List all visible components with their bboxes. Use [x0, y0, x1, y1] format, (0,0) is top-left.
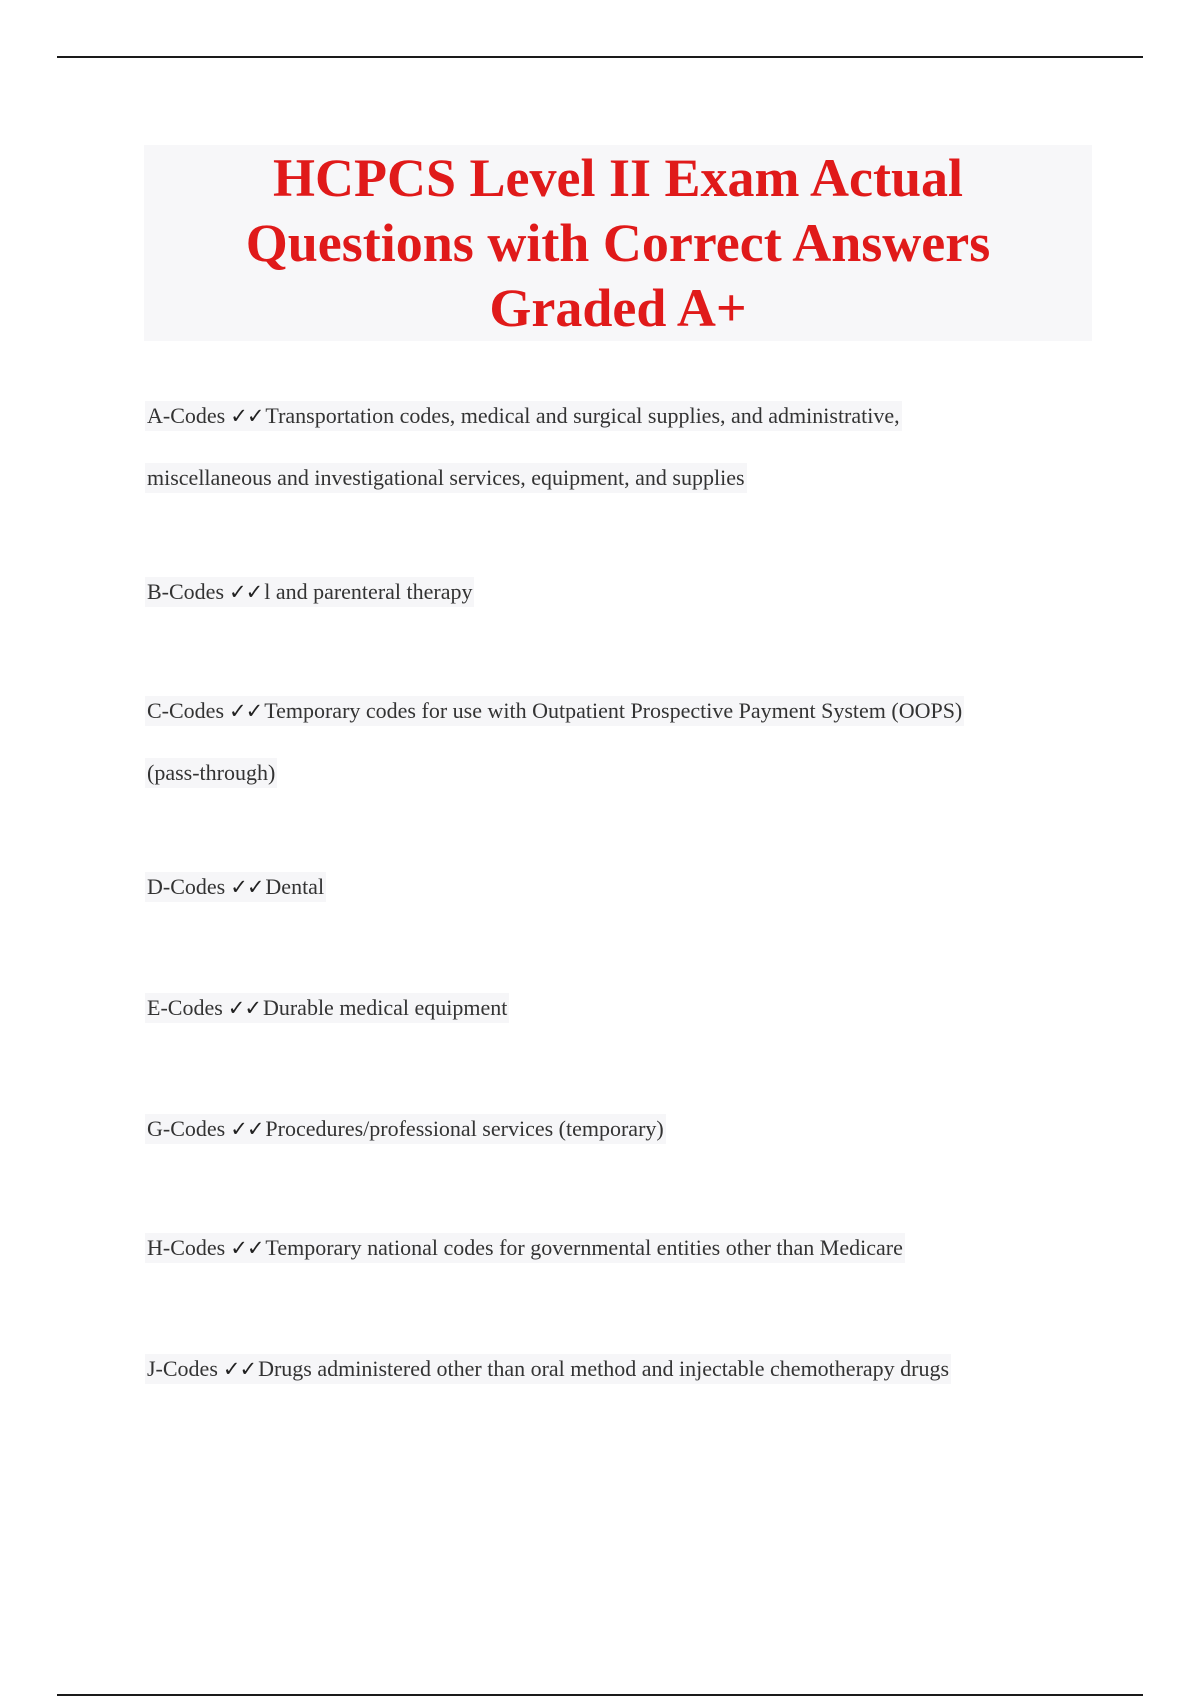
double-check-icon: ✓✓	[229, 699, 263, 723]
title-banner	[144, 145, 1092, 341]
qa-answer: Transportation codes, medical and surgical supplies, and administrative,	[265, 403, 900, 428]
qa-line	[145, 1114, 666, 1144]
title-line-2: Questions with Correct Answers	[245, 212, 991, 273]
qa-item-h-codes	[145, 1217, 1105, 1279]
qa-item-j-codes	[145, 1338, 1105, 1400]
qa-term: A-Codes	[147, 403, 226, 428]
qa-item-a-codes	[145, 385, 1105, 509]
qa-answer: Dental	[265, 874, 325, 899]
bottom-rule	[57, 1694, 1143, 1696]
qa-term: J-Codes	[147, 1356, 218, 1381]
double-check-icon: ✓✓	[230, 875, 264, 899]
qa-term: G-Codes	[147, 1116, 226, 1141]
double-check-icon: ✓✓	[229, 580, 263, 604]
top-rule	[57, 56, 1143, 58]
qa-answer-continued: miscellaneous and investigational services, equipment, and supplies	[147, 465, 745, 490]
qa-line	[145, 463, 747, 493]
qa-answer: l and parenteral therapy	[264, 579, 473, 604]
qa-answer: Durable medical equipment	[262, 995, 508, 1020]
qa-line	[145, 1233, 905, 1263]
qa-line	[145, 577, 474, 607]
qa-line	[145, 993, 509, 1023]
qa-answer: Procedures/professional services (temporary)	[265, 1116, 664, 1141]
qa-line	[145, 872, 326, 902]
double-check-icon: ✓✓	[222, 1357, 257, 1381]
qa-line	[145, 696, 964, 726]
qa-term: C-Codes	[147, 698, 224, 723]
qa-term: B-Codes	[147, 579, 224, 604]
double-check-icon: ✓✓	[230, 404, 264, 428]
qa-term: D-Codes	[147, 874, 226, 899]
qa-line	[145, 1354, 951, 1384]
qa-item-g-codes	[145, 1098, 1105, 1160]
double-check-icon: ✓✓	[230, 1117, 264, 1141]
qa-item-e-codes	[145, 977, 1105, 1039]
title-line-3: Graded A+	[489, 277, 747, 338]
title-line-1: HCPCS Level II Exam Actual	[272, 147, 963, 208]
qa-answer: Temporary national codes for governmental entities other than Medicare	[265, 1235, 903, 1260]
qa-term: E-Codes	[147, 995, 223, 1020]
qa-line	[145, 401, 902, 431]
qa-answer: Temporary codes for use with Outpatient Prospective Payment System (OOPS)	[264, 698, 963, 723]
qa-line	[145, 758, 277, 788]
double-check-icon: ✓✓	[227, 996, 261, 1020]
qa-item-c-codes	[145, 680, 1105, 804]
qa-answer-continued: (pass-through)	[147, 760, 276, 785]
qa-answer: Drugs administered other than oral method and injectable chemotherapy drugs	[258, 1356, 950, 1381]
qa-item-b-codes	[145, 561, 1105, 623]
qa-term: H-Codes	[147, 1235, 226, 1260]
qa-item-d-codes	[145, 856, 1105, 918]
double-check-icon: ✓✓	[230, 1236, 264, 1260]
